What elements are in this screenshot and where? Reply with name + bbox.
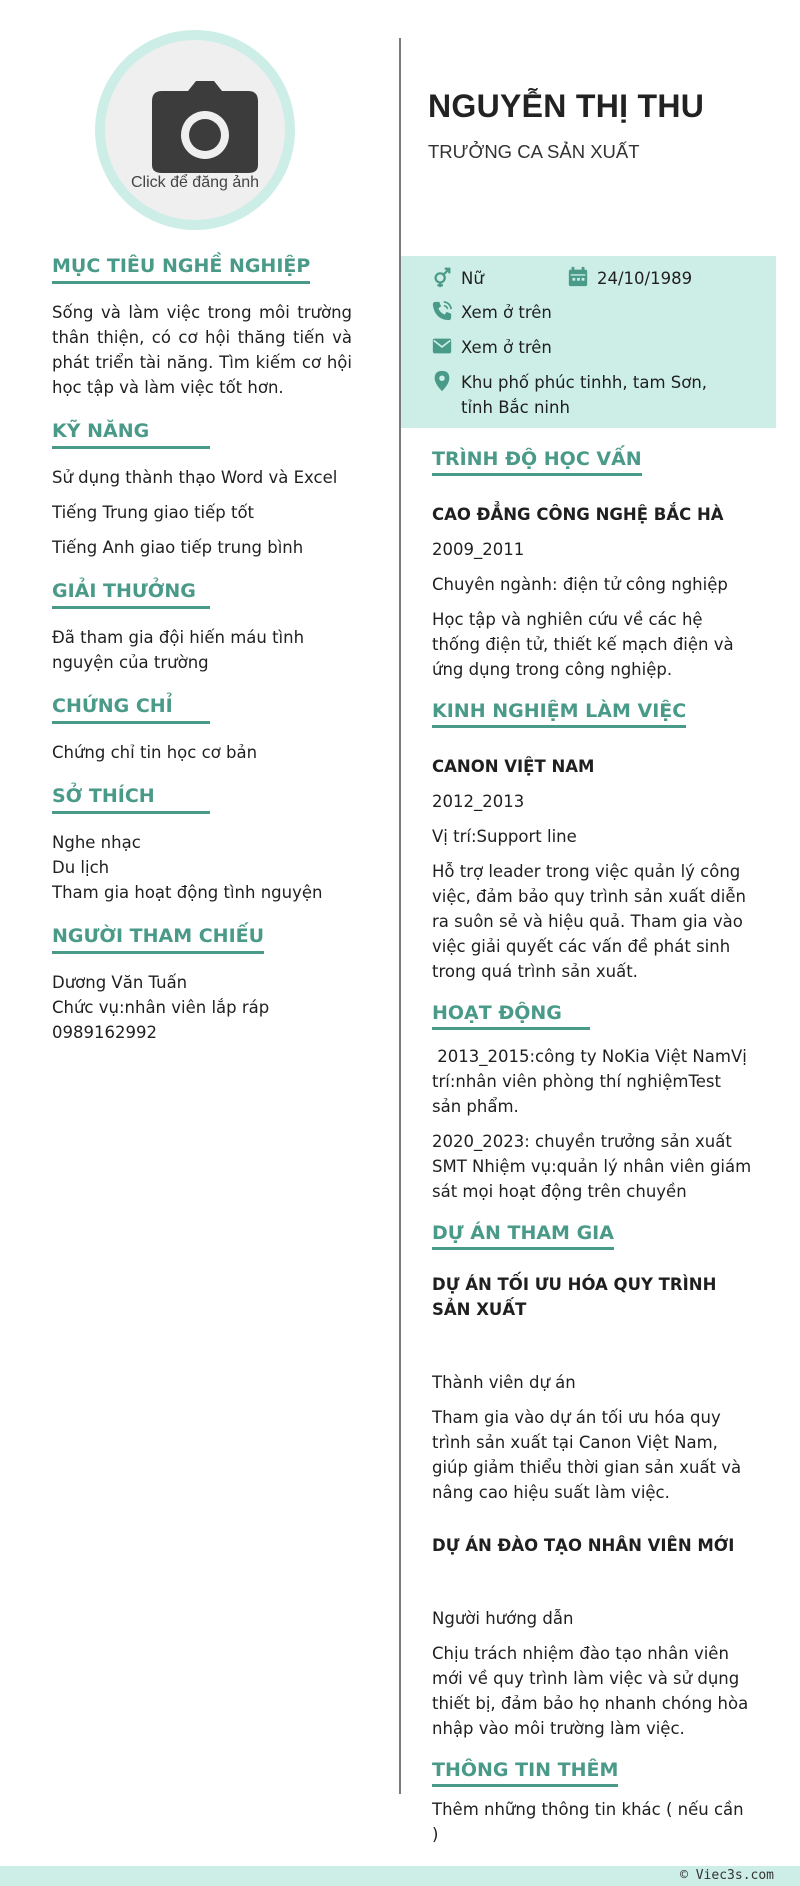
projects-section bbox=[432, 1222, 752, 1741]
certificates-section bbox=[52, 695, 352, 765]
hobby-item: Nghe nhạc bbox=[52, 833, 141, 852]
candidate-name: NGUYỄN THỊ THU bbox=[428, 88, 705, 124]
project-role: Thành viên dự án bbox=[432, 1373, 576, 1392]
reference-item: Dương Văn Tuấn bbox=[52, 973, 188, 992]
references-section bbox=[52, 925, 352, 1045]
company-name: CANON VIỆT NAM bbox=[432, 757, 595, 776]
location-pin-icon bbox=[431, 370, 453, 392]
contact-phone bbox=[431, 300, 552, 325]
objective-section bbox=[52, 255, 352, 400]
email-value: Xem ở trên bbox=[461, 338, 552, 357]
school-name: CAO ĐẲNG CÔNG NGHỆ BẮC HÀ bbox=[432, 505, 724, 524]
education-description: Học tập và nghiên cứu về các hệ thống điện tử, thiết kế mạch điện và ứng dụng trong công nghiệp. bbox=[432, 610, 734, 679]
education-major: Chuyên ngành: điện tử công nghiệp bbox=[432, 575, 728, 594]
camera-icon bbox=[150, 77, 260, 175]
contact-gender bbox=[431, 266, 484, 291]
experience-section bbox=[432, 700, 752, 984]
calendar-icon bbox=[567, 266, 589, 288]
project-name: DỰ ÁN TỐI ƯU HÓA QUY TRÌNH SẢN XUẤT bbox=[432, 1275, 717, 1319]
education-period: 2009_2011 bbox=[432, 540, 525, 559]
contact-address bbox=[431, 370, 751, 420]
extra-section bbox=[432, 1759, 752, 1847]
left-column bbox=[52, 255, 352, 1065]
activity-item: 2020_2023: chuyền trưởng sản xuất SMT Nhiệm vụ:quản lý nhân viên giám sát mọi hoạt động trên chuyền bbox=[432, 1132, 752, 1201]
footer-bar bbox=[0, 1866, 800, 1886]
hobby-item: Du lịch bbox=[52, 858, 110, 877]
phone-icon bbox=[431, 300, 453, 322]
references-heading: NGƯỜI THAM CHIẾU bbox=[52, 925, 264, 954]
gender-value: Nữ bbox=[461, 269, 484, 288]
experience-period: 2012_2013 bbox=[432, 792, 525, 811]
activities-heading: HOẠT ĐỘNG bbox=[432, 1002, 590, 1030]
experience-description: Hỗ trợ leader trong việc quản lý công việc, đảm bảo quy trình sản xuất diễn ra suôn sẻ và hiệu quả. Tham gia vào việc giải quyết các vấn đề phát sinh trong quá trình sản xuất. bbox=[432, 862, 746, 981]
birthday-value: 24/10/1989 bbox=[597, 269, 693, 288]
skill-item: Sử dụng thành thạo Word và Excel bbox=[52, 468, 338, 487]
envelope-icon bbox=[431, 335, 453, 357]
gender-icon bbox=[431, 266, 453, 288]
objective-text: Sống và làm việc trong môi trường thân thiện, có cơ hội thăng tiến và phát triển tài năng. Tìm kiếm cơ hội học tập và làm việc tốt hơn. bbox=[52, 303, 352, 397]
objective-heading: MỤC TIÊU NGHỀ NGHIỆP bbox=[52, 255, 310, 284]
activities-section bbox=[432, 1002, 752, 1204]
avatar-placeholder[interactable] bbox=[105, 40, 285, 220]
education-section bbox=[432, 448, 752, 682]
awards-section bbox=[52, 580, 352, 675]
activity-item: 2013_2015:công ty NoKia Việt NamVị trí:nhân viên phòng thí nghiệmTest sản phẩm. bbox=[432, 1047, 753, 1116]
certificates-heading: CHỨNG CHỈ bbox=[52, 695, 210, 724]
extra-heading: THÔNG TIN THÊM bbox=[432, 1759, 618, 1787]
certificates-text: Chứng chỉ tin học cơ bản bbox=[52, 743, 258, 762]
experience-position: Vị trí:Support line bbox=[432, 827, 577, 846]
project-description: Tham gia vào dự án tối ưu hóa quy trình sản xuất tại Canon Việt Nam, giúp giảm thiểu thời gian sản xuất và nâng cao hiệu suất làm việc. bbox=[432, 1408, 742, 1502]
phone-value: Xem ở trên bbox=[461, 303, 552, 322]
references-list bbox=[52, 970, 352, 1045]
avatar-upload[interactable] bbox=[95, 30, 295, 230]
project-role: Người hướng dẫn bbox=[432, 1609, 574, 1628]
contact-box bbox=[401, 256, 776, 428]
skills-list bbox=[52, 465, 352, 560]
project-description: Chịu trách nhiệm đào tạo nhân viên mới về quy trình làm việc và sử dụng thiết bị, đảm bảo họ nhanh chóng hòa nhập vào môi trường làm việc. bbox=[432, 1644, 749, 1738]
job-title: TRƯỞNG CA SẢN XUẤT bbox=[428, 141, 640, 162]
reference-item: 0989162992 bbox=[52, 1023, 157, 1042]
right-column bbox=[432, 448, 752, 1865]
hobby-item: Tham gia hoạt động tình nguyện bbox=[52, 883, 323, 902]
project-name: DỰ ÁN ĐÀO TẠO NHÂN VIÊN MỚI bbox=[432, 1536, 735, 1555]
footer-credit: © Viec3s.com bbox=[680, 1868, 774, 1883]
hobbies-list bbox=[52, 830, 352, 905]
skill-item: Tiếng Trung giao tiếp tốt bbox=[52, 503, 255, 522]
experience-heading: KINH NGHIỆM LÀM VIỆC bbox=[432, 700, 686, 728]
awards-heading: GIẢI THƯỞNG bbox=[52, 580, 210, 609]
avatar-caption[interactable]: Click để đăng ảnh bbox=[130, 174, 260, 191]
address-value: Khu phố phúc tinhh, tam Sơn, tỉnh Bắc ninh bbox=[461, 373, 708, 417]
extra-text: Thêm những thông tin khác ( nếu cần ) bbox=[432, 1800, 744, 1844]
reference-item: Chức vụ:nhân viên lắp ráp bbox=[52, 998, 270, 1017]
hobbies-section bbox=[52, 785, 352, 905]
projects-heading: DỰ ÁN THAM GIA bbox=[432, 1222, 614, 1250]
contact-email bbox=[431, 335, 552, 360]
awards-text: Đã tham gia đội hiến máu tình nguyện của trường bbox=[52, 628, 305, 672]
education-heading: TRÌNH ĐỘ HỌC VẤN bbox=[432, 448, 642, 476]
skills-heading: KỸ NĂNG bbox=[52, 420, 210, 449]
skill-item: Tiếng Anh giao tiếp trung bình bbox=[52, 538, 304, 557]
hobbies-heading: SỞ THÍCH bbox=[52, 785, 210, 814]
contact-birthday bbox=[567, 266, 692, 291]
skills-section bbox=[52, 420, 352, 560]
